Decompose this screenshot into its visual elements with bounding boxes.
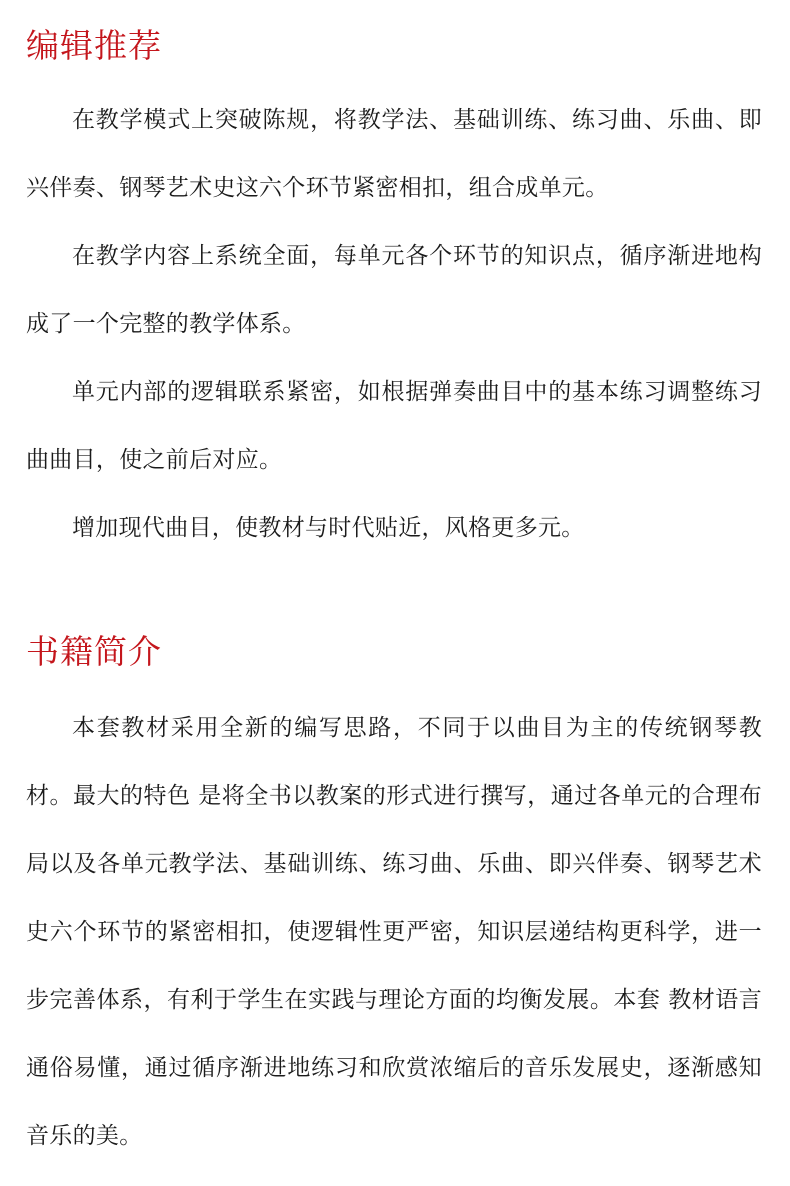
book-introduction-section: [26, 632, 762, 1170]
recommend-paragraph-list: [26, 86, 762, 562]
recommend-paragraph-1: 在教学模式上突破陈规，将教学法、基础训练、练习曲、乐曲、即兴伴奏、钢琴艺术史这六个环节紧密相扣，组合成单元。: [26, 107, 762, 201]
section-title-recommend: 编辑推荐: [26, 26, 162, 65]
editor-recommendation-section: [26, 0, 762, 562]
recommend-paragraph-3: 单元内部的逻辑联系紧密，如根据弹奏曲目中的基本练习调整练习曲曲目，使之前后对应。: [26, 379, 762, 473]
intro-paragraph-list: [26, 694, 762, 1170]
section-title-intro: 书籍简介: [26, 632, 162, 671]
recommend-paragraph-4: 增加现代曲目，使教材与时代贴近，风格更多元。: [72, 515, 585, 541]
recommend-paragraph-2: 在教学内容上系统全面，每单元各个环节的知识点，循序渐进地构成了一个完整的教学体系。: [26, 243, 762, 337]
intro-paragraph-1: 本套教材采用全新的编写思路，不同于以曲目为主的传统钢琴教材。最大的特色 是将全书以教案的形式进行撰写，通过各单元的合理布局以及各单元教学法、基础训练、练习曲、乐曲、即兴伴奏、钢琴艺术史六个环节的紧密相扣，使逻辑性更严密，知识层递结构更科学，进一步完善体系，有利于学生在实践与理论方面的均衡发展。本套 教材语言通俗易懂，通过循序渐进地练习和欣赏浓缩后的音乐发展史，逐渐感知音乐的美。: [26, 715, 762, 1149]
